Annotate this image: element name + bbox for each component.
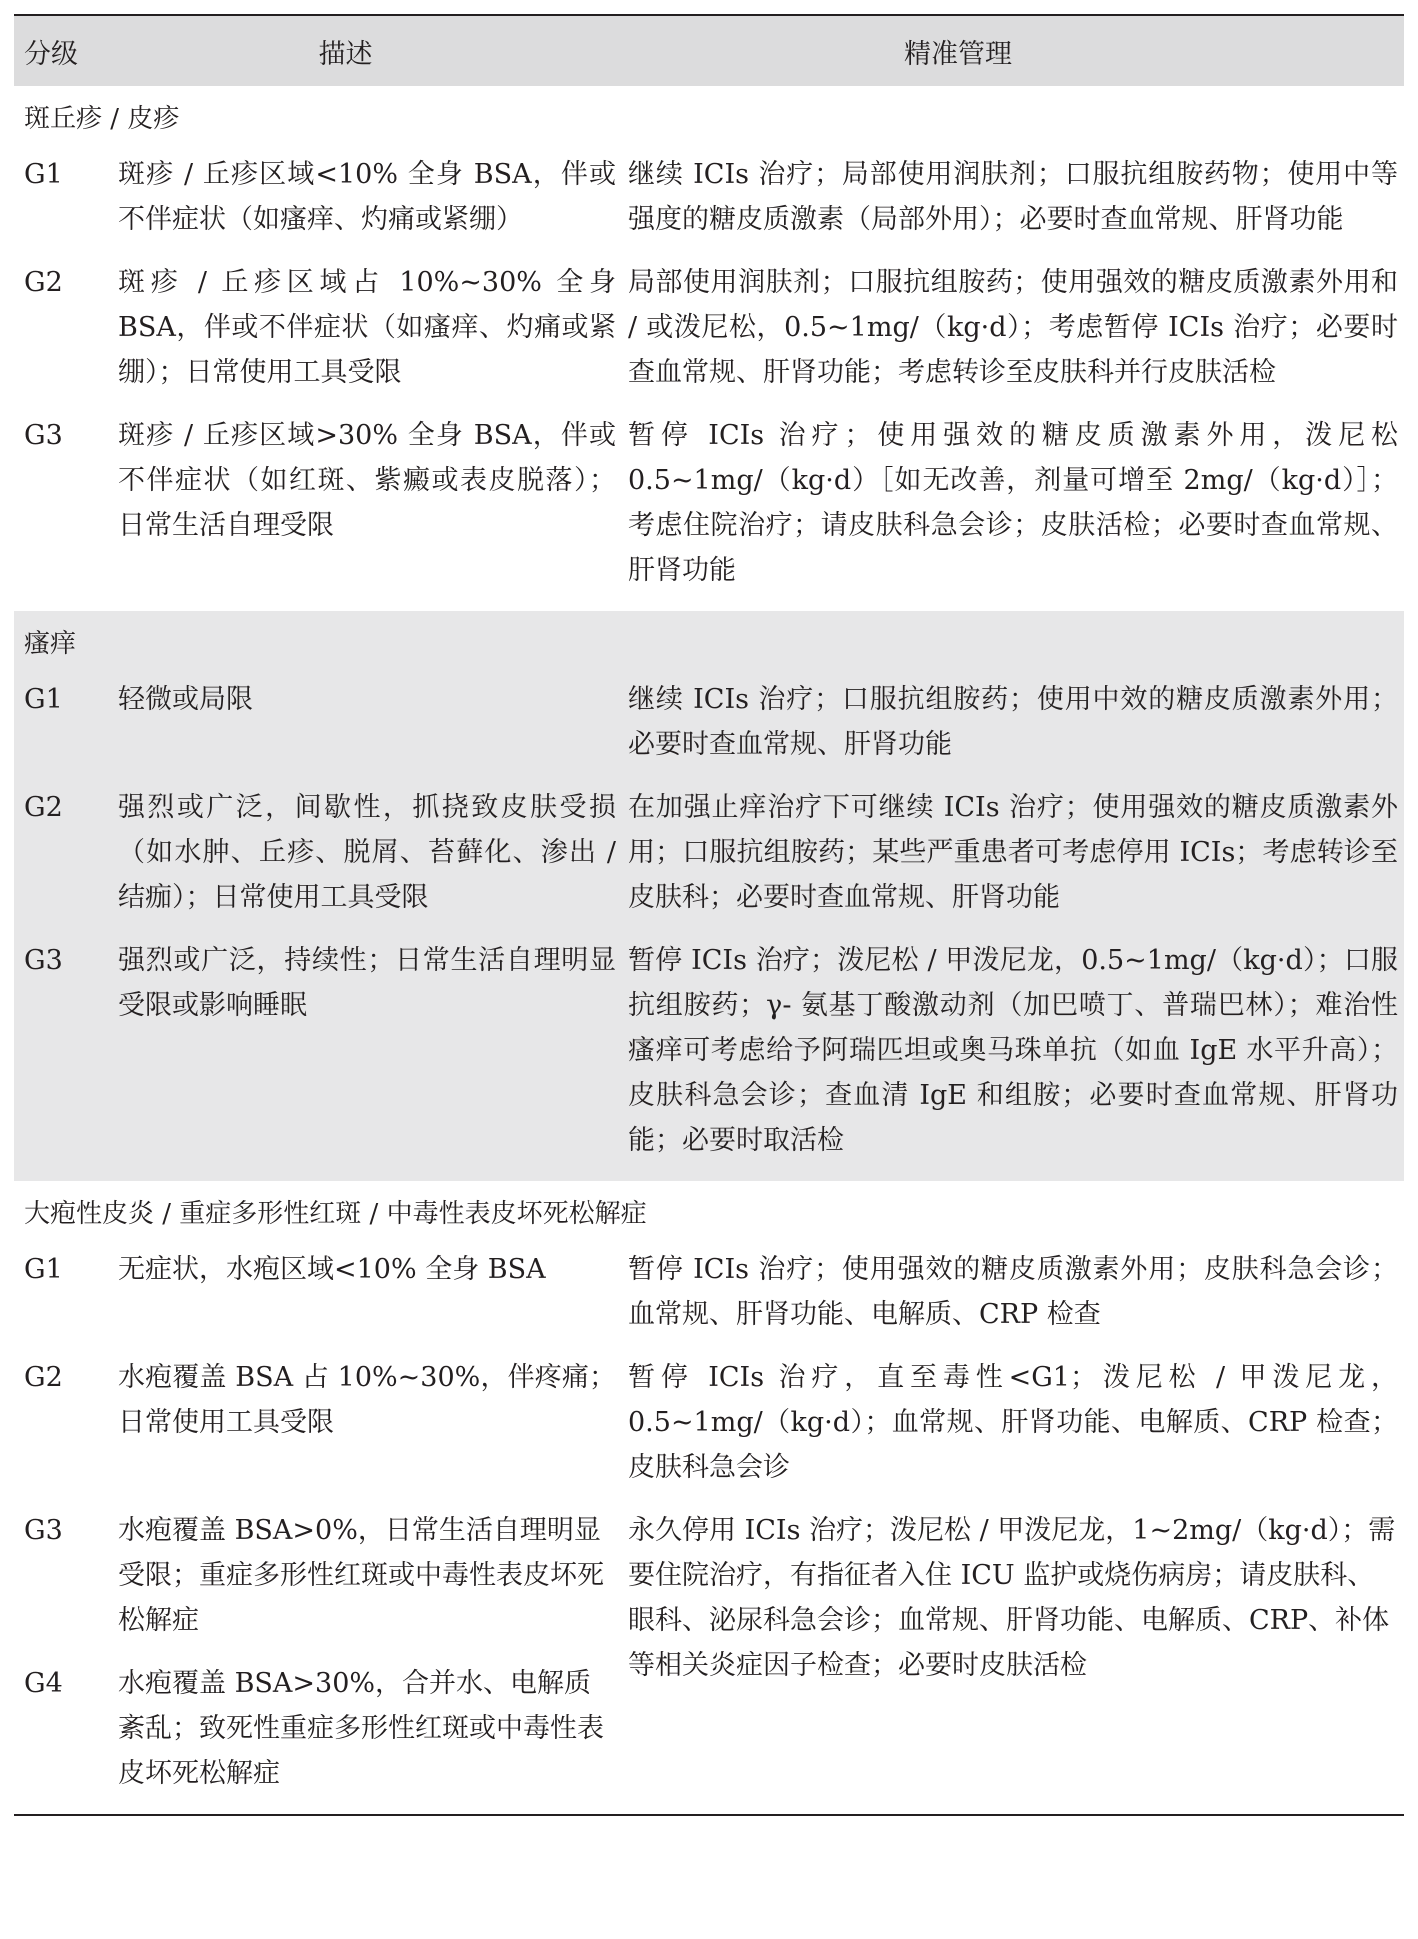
grade-cell: G3 [24, 420, 63, 451]
table-header [14, 16, 1404, 86]
grade-cell: G1 [24, 1254, 63, 1285]
description-cell: 斑疹 / 丘疹区域>30% 全身 BSA，伴或不伴症状（如红斑、紫癜或表皮脱落）；日常生活自理受限 [118, 420, 616, 541]
management-cell: 暂停 ICIs 治疗；泼尼松 / 甲泼尼龙，0.5~1mg/（kg·d）；口服抗组胺药；γ- 氨基丁酸激动剂（加巴喷丁、普瑞巴林）；难治性瘙痒可考虑给予阿瑞匹坦或奥马珠单抗（如血 IgE 水平升高）；皮肤科急会诊；查血清 IgE 和组胺；必要时查血常规、肝肾功能；必要时取活检 [628, 945, 1398, 1156]
grade-cell: G1 [24, 159, 63, 190]
header-description: 描述 [318, 38, 373, 70]
table-row [14, 260, 1404, 413]
grade-cell: G2 [24, 267, 63, 298]
description-cell: 水疱覆盖 BSA>30%，合并水、电解质紊乱；致死性重症多形性红斑或中毒性表皮坏死松解症 [118, 1668, 604, 1789]
description-cell: 强烈或广泛，持续性；日常生活自理明显受限或影响睡眠 [118, 945, 616, 1021]
section-title: 大疱性皮炎 / 重症多形性红斑 / 中毒性表皮坏死松解症 [24, 1199, 647, 1229]
table-row [14, 677, 1404, 785]
grade-cell: G2 [24, 1362, 63, 1393]
bottom-rule [14, 1814, 1404, 1816]
grading-table [14, 14, 1404, 1816]
merged-row-g3-g4 [14, 1508, 1404, 1814]
management-cell: 永久停用 ICIs 治疗；泼尼松 / 甲泼尼龙，1~2mg/（kg·d）；需要住院治疗，有指征者入住 ICU 监护或烧伤病房；请皮肤科、眼科、泌尿科急会诊；血常规、肝肾功能、电解质、CRP、补体等相关炎症因子检查；必要时皮肤活检 [628, 1515, 1396, 1681]
merged-left [14, 1508, 628, 1814]
section-title: 瘙痒 [24, 629, 77, 659]
section-pruritus [14, 611, 1404, 1181]
description-cell: 水疱覆盖 BSA 占 10%~30%，伴疼痛；日常使用工具受限 [118, 1362, 616, 1438]
table-row [14, 1508, 628, 1661]
description-cell: 无症状，水疱区域<10% 全身 BSA [118, 1254, 546, 1285]
table-row [14, 1355, 1404, 1508]
description-cell: 强烈或广泛，间歇性，抓挠致皮肤受损（如水肿、丘疹、脱屑、苔藓化、渗出 / 结痂）；日常使用工具受限 [118, 792, 616, 913]
description-cell: 水疱覆盖 BSA>0%，日常生活自理明显受限；重症多形性红斑或中毒性表皮坏死松解症 [118, 1515, 604, 1636]
grade-cell: G3 [24, 945, 63, 976]
header-grade: 分级 [24, 38, 78, 70]
grade-cell: G1 [24, 684, 63, 715]
management-cell: 在加强止痒治疗下可继续 ICIs 治疗；使用强效的糖皮质激素外用；口服抗组胺药；某些严重患者可考虑停用 ICIs；考虑转诊至皮肤科；必要时查血常规、肝肾功能 [628, 792, 1398, 913]
management-cell: 局部使用润肤剂；口服抗组胺药；使用强效的糖皮质激素外用和 / 或泼尼松，0.5~1mg/（kg·d）；考虑暂停 ICIs 治疗；必要时查血常规、肝肾功能；考虑转诊至皮肤科并行皮肤活检 [628, 267, 1398, 388]
section-title: 斑丘疹 / 皮疹 [24, 104, 180, 134]
header-management: 精准管理 [904, 38, 1012, 70]
table-row [14, 785, 1404, 938]
description-cell: 斑疹 / 丘疹区域占 10%~30% 全身 BSA，伴或不伴症状（如瘙痒、灼痛或紧绷）；日常使用工具受限 [118, 267, 616, 388]
table-row [14, 413, 1404, 611]
management-cell: 暂停 ICIs 治疗；使用强效的糖皮质激素外用，泼尼松 0.5~1mg/（kg·d）［如无改善，剂量可增至 2mg/（kg·d）］；考虑住院治疗；请皮肤科急会诊；皮肤活检；必要时查血常规、肝肾功能 [628, 420, 1398, 586]
management-cell: 暂停 ICIs 治疗；使用强效的糖皮质激素外用；皮肤科急会诊；血常规、肝肾功能、电解质、CRP 检查 [628, 1254, 1398, 1330]
management-cell: 暂停 ICIs 治疗，直至毒性<G1；泼尼松 / 甲泼尼龙，0.5~1mg/（kg·d）；血常规、肝肾功能、电解质、CRP 检查；皮肤科急会诊 [628, 1362, 1398, 1483]
management-cell: 继续 ICIs 治疗；口服抗组胺药；使用中效的糖皮质激素外用；必要时查血常规、肝肾功能 [628, 684, 1398, 760]
grade-cell: G2 [24, 792, 63, 823]
grade-cell: G4 [24, 1668, 63, 1699]
description-cell: 斑疹 / 丘疹区域<10% 全身 BSA，伴或不伴症状（如瘙痒、灼痛或紧绷） [118, 159, 616, 235]
table-row [14, 1661, 628, 1814]
section-rash [14, 86, 1404, 611]
description-cell: 轻微或局限 [118, 684, 253, 715]
table-row [14, 152, 1404, 260]
table-row [14, 1247, 1404, 1355]
grade-cell: G3 [24, 1515, 63, 1546]
section-bullous [14, 1181, 1404, 1814]
table-row [14, 938, 1404, 1181]
management-cell: 继续 ICIs 治疗；局部使用润肤剂；口服抗组胺药物；使用中等强度的糖皮质激素（局部外用）；必要时查血常规、肝肾功能 [628, 159, 1398, 235]
